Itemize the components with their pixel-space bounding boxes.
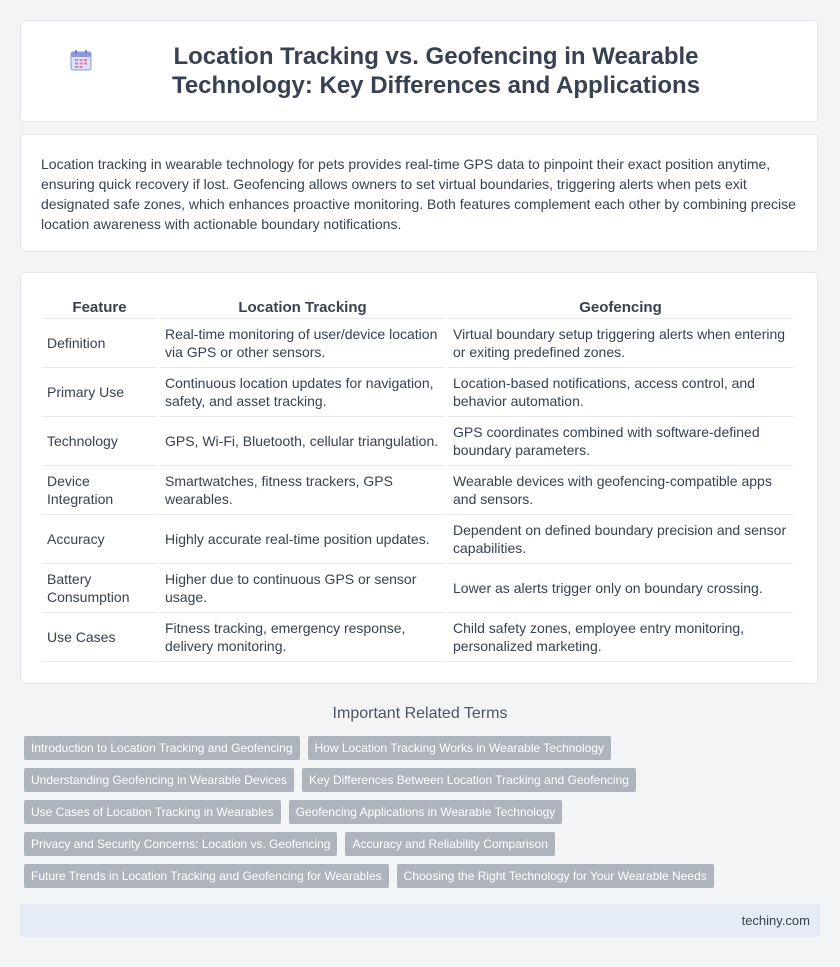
location-tracking-cell: Continuous location updates for navigation, safety, and asset tracking. [160,368,445,417]
column-header-geofencing: Geofencing [448,295,793,319]
footer-brand[interactable]: techiny.com [741,913,810,928]
column-header-location-tracking: Location Tracking [160,295,445,319]
table-row [42,564,793,613]
table-row [42,417,793,466]
column-header-feature: Feature [42,295,157,319]
table-row [42,319,793,368]
geofencing-cell: Child safety zones, employee entry monitoring, personalized marketing. [448,613,793,662]
location-tracking-cell: Fitness tracking, emergency response, delivery monitoring. [160,613,445,662]
feature-cell: Technology [42,417,157,466]
related-term-link[interactable]: Choosing the Right Technology for Your Wearable Needs [397,864,714,888]
location-tracking-cell: GPS, Wi-Fi, Bluetooth, cellular triangulation. [160,417,445,466]
location-tracking-cell: Highly accurate real-time position updates. [160,515,445,564]
calendar-icon [69,48,93,72]
related-term-link[interactable]: Understanding Geofencing in Wearable Devices [24,768,294,792]
comparison-table-card [20,272,818,684]
intro-paragraph: Location tracking in wearable technology for pets provides real-time GPS data to pinpoint their exact position anytime, ensuring quick recovery if lost. Geofencing allows owners to set virtual boundaries, triggering alerts when pets exit designated safe zones, which enhances proactive monitoring. Both features complement each other by combining precise location awareness with actionable boundary notifications. [20,134,818,252]
table-row [42,613,793,662]
related-term-link[interactable]: Privacy and Security Concerns: Location vs. Geofencing [24,832,337,856]
related-term-link[interactable]: Use Cases of Location Tracking in Wearables [24,800,281,824]
related-term-link[interactable]: Future Trends in Location Tracking and Geofencing for Wearables [24,864,389,888]
table-row [42,368,793,417]
table-row [42,466,793,515]
feature-cell: Battery Consumption [42,564,157,613]
related-term-link[interactable]: Geofencing Applications in Wearable Technology [289,800,563,824]
related-term-link[interactable]: How Location Tracking Works in Wearable Technology [308,736,611,760]
geofencing-cell: Virtual boundary setup triggering alerts when entering or exiting predefined zones. [448,319,793,368]
geofencing-cell: Dependent on defined boundary precision and sensor capabilities. [448,515,793,564]
feature-cell: Device Integration [42,466,157,515]
page-title: Location Tracking vs. Geofencing in Wearable Technology: Key Differences and Applications [171,43,701,99]
geofencing-cell: Wearable devices with geofencing-compatible apps and sensors. [448,466,793,515]
related-term-link[interactable]: Key Differences Between Location Tracking and Geofencing [302,768,636,792]
geofencing-cell: Lower as alerts trigger only on boundary crossing. [448,564,793,613]
geofencing-cell: GPS coordinates combined with software-defined boundary parameters. [448,417,793,466]
related-terms-list [24,736,824,896]
related-term-link[interactable]: Introduction to Location Tracking and Geofencing [24,736,300,760]
footer [20,904,820,937]
comparison-table [39,295,796,662]
location-tracking-cell: Smartwatches, fitness trackers, GPS wearables. [160,466,445,515]
header-card [20,20,818,122]
feature-cell: Definition [42,319,157,368]
table-row [42,515,793,564]
feature-cell: Use Cases [42,613,157,662]
location-tracking-cell: Real-time monitoring of user/device location via GPS or other sensors. [160,319,445,368]
geofencing-cell: Location-based notifications, access control, and behavior automation. [448,368,793,417]
feature-cell: Primary Use [42,368,157,417]
location-tracking-cell: Higher due to continuous GPS or sensor usage. [160,564,445,613]
related-term-link[interactable]: Accuracy and Reliability Comparison [345,832,554,856]
feature-cell: Accuracy [42,515,157,564]
related-terms-title: Important Related Terms [332,705,508,722]
